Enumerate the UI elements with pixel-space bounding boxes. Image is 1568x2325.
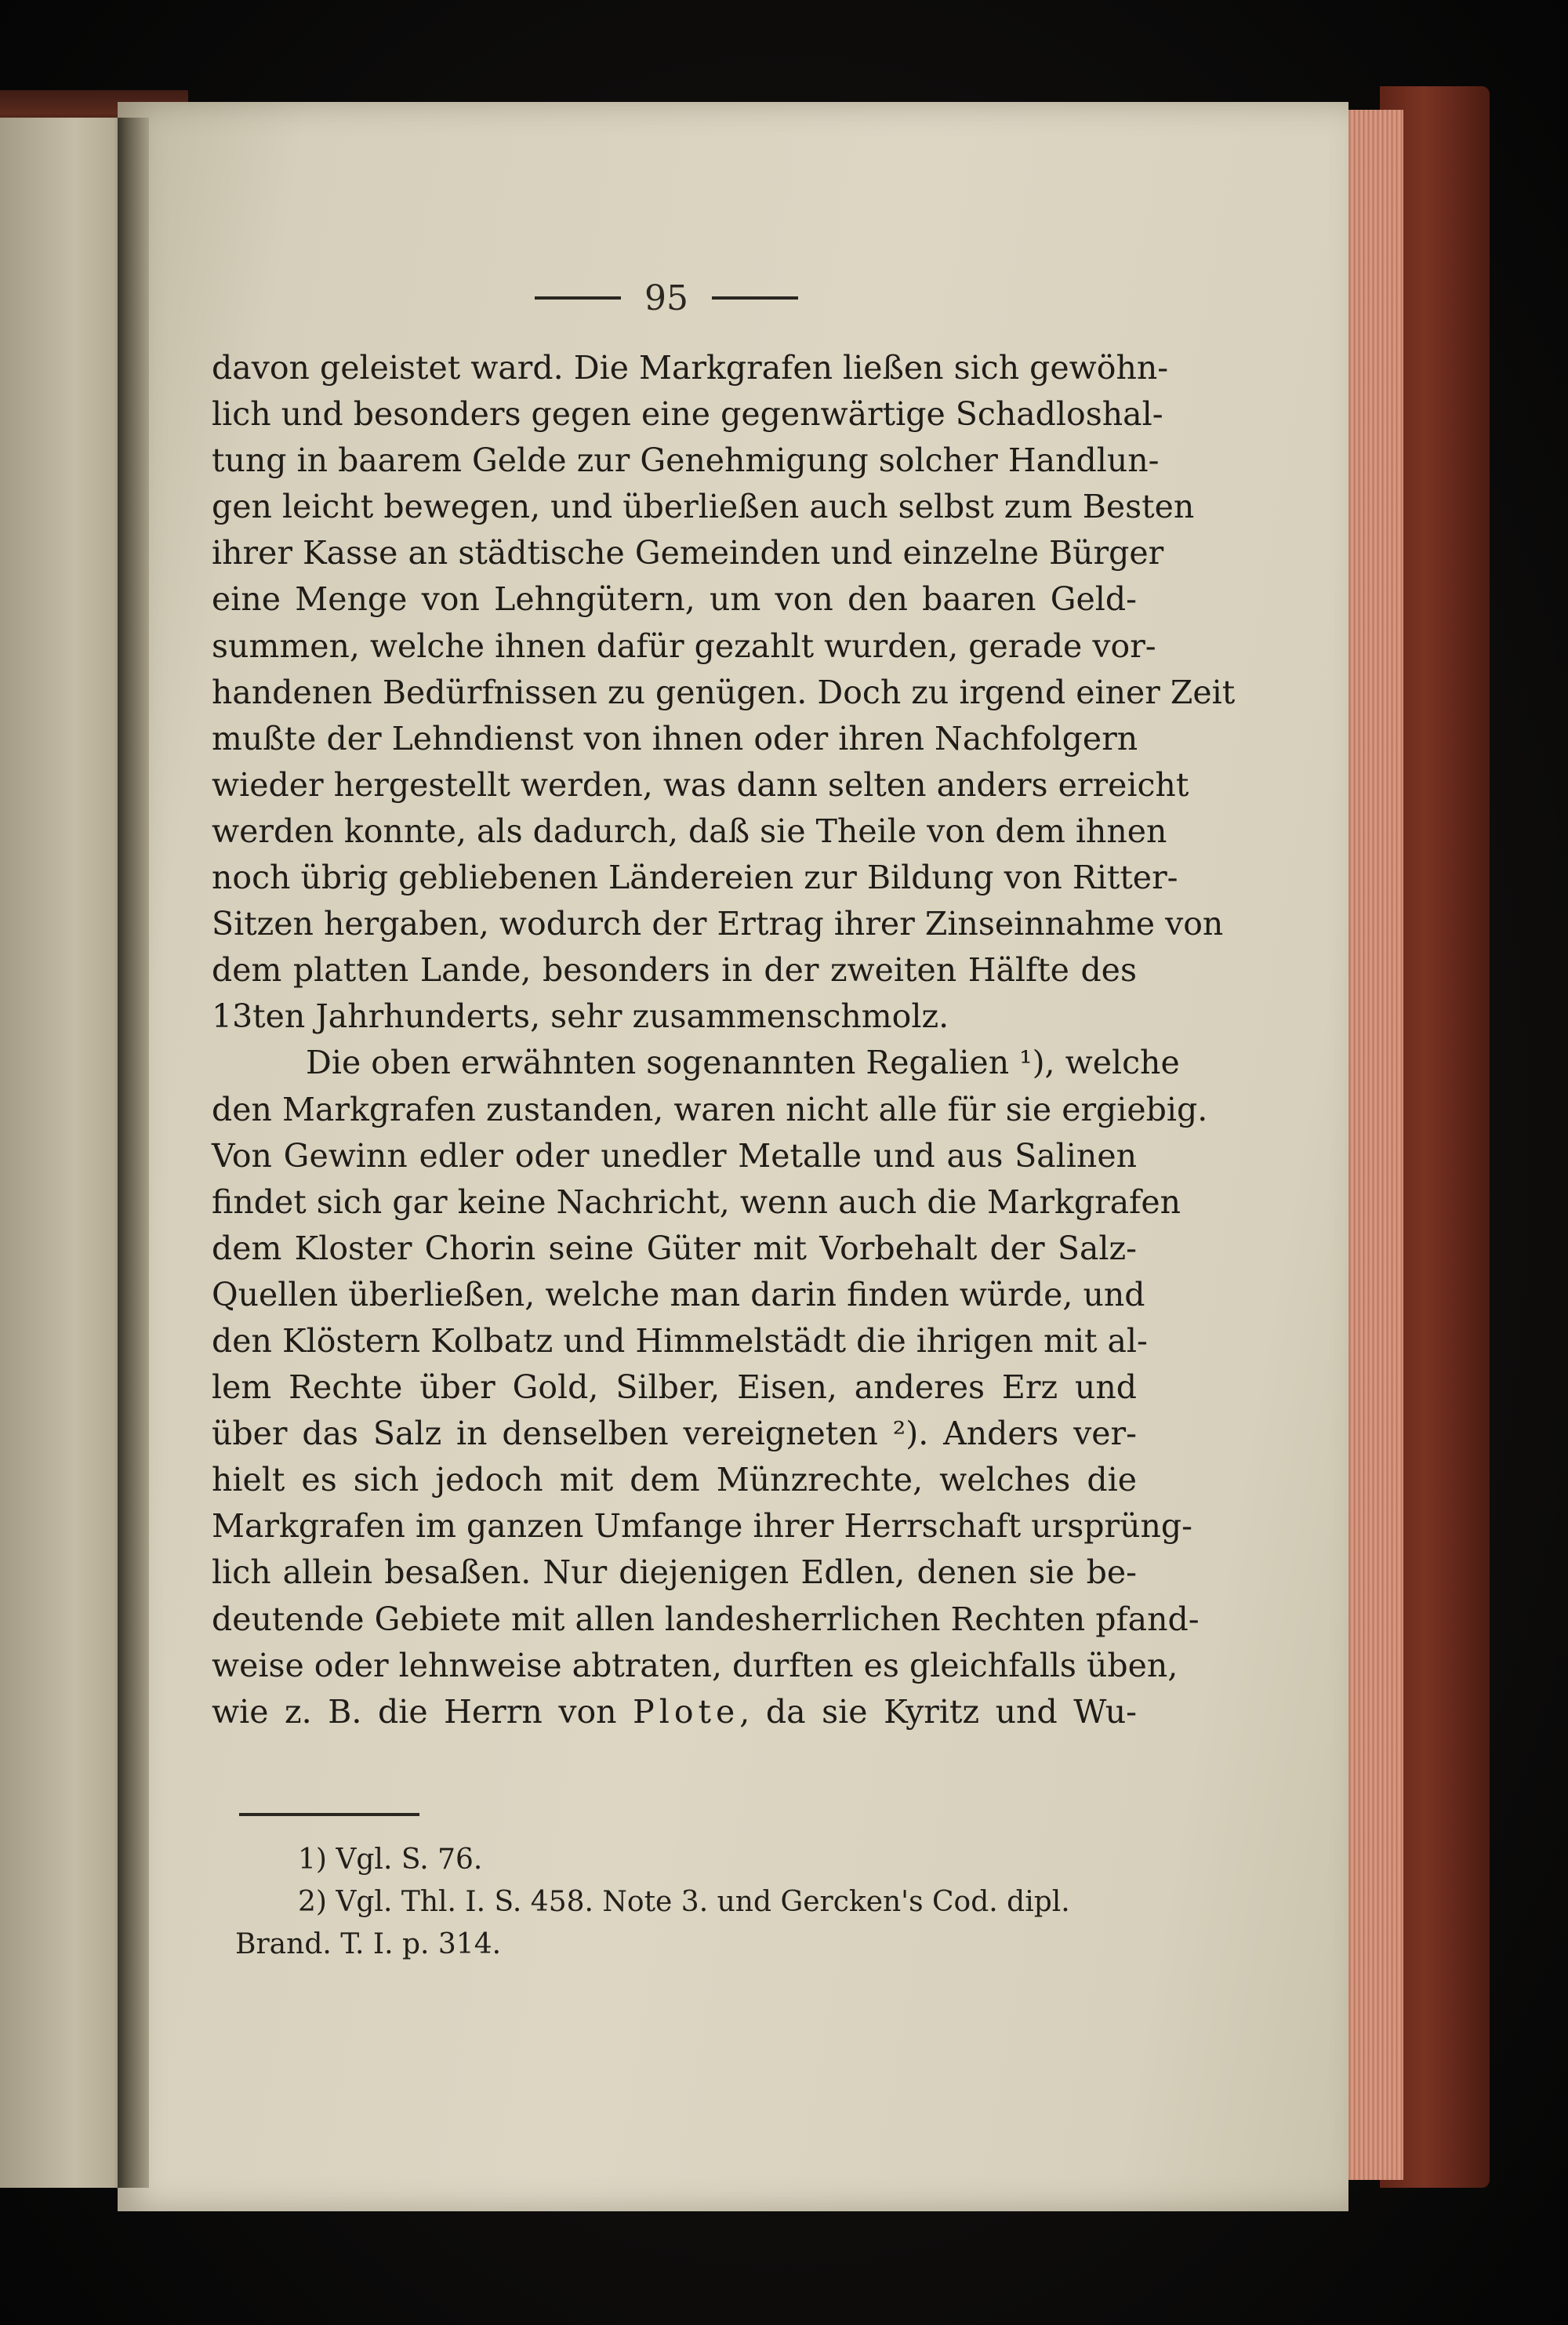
text-line: handenen Bedürfnissen zu genügen. Doch zu irgend einer Zeit (212, 673, 1236, 711)
text-segment: , da sie Kyritz und Wu- (739, 1692, 1137, 1731)
text-line: Markgrafen im ganzen Umfange ihrer Herrschaft ursprüng- (212, 1507, 1193, 1546)
body-text (212, 345, 1236, 1735)
text-line: deutende Gebiete mit allen landesherrlichen Rechten pfand- (212, 1600, 1200, 1638)
text-line: lich allein besaßen. Nur diejenigen Edlen, denen sie be- (212, 1553, 1137, 1592)
text-segment: wie z. B. die Herrn von (212, 1692, 633, 1731)
header-rule-left (535, 296, 621, 300)
text-line: Quellen überließen, welche man darin finden würde, und (212, 1275, 1145, 1313)
text-line: gen leicht bewegen, und überließen auch selbst zum Besten (212, 488, 1195, 526)
footnote-2-continued: Brand. T. I. p. 314. (235, 1928, 502, 1960)
text-line: ihrer Kasse an städtische Gemeinden und einzelne Bürger (212, 534, 1164, 572)
text-line: lem Rechte über Gold, Silber, Eisen, anderes Erz und (212, 1368, 1137, 1407)
text-line: dem platten Lande, besonders in der zweiten Hälfte des (212, 951, 1137, 990)
text-line: Sitzen hergaben, wodurch der Ertrag ihrer Zinseinnahme von (212, 905, 1224, 943)
spaced-name: Plote (633, 1692, 740, 1731)
text-line-last (212, 1689, 1137, 1735)
text-line: lich und besonders gegen eine gegenwärtige Schadloshal- (212, 395, 1163, 434)
running-head (510, 274, 823, 322)
left-page-edge (0, 118, 125, 2188)
header-rule-right (712, 296, 798, 300)
page-block-edge (1341, 110, 1403, 2180)
page-number: 95 (644, 278, 688, 318)
paragraph-start-line: Die oben erwähnten sogenannten Regalien ¹), welche (306, 1044, 1180, 1082)
text-line: dem Kloster Chorin seine Güter mit Vorbehalt der Salz- (212, 1229, 1137, 1267)
footnotes (235, 1839, 1145, 1966)
spine-shadow (118, 118, 149, 2188)
text-line: den Klöstern Kolbatz und Himmelstädt die ihrigen mit al- (212, 1321, 1148, 1360)
text-line: wieder hergestellt werden, was dann selten anders erreicht (212, 765, 1189, 804)
text-line: summen, welche ihnen dafür gezahlt wurden, gerade vor- (212, 627, 1156, 665)
text-line: findet sich gar keine Nachricht, wenn auch die Markgrafen (212, 1182, 1181, 1221)
text-line: tung in baarem Gelde zur Genehmigung solcher Handlun- (212, 441, 1160, 480)
text-line: werden konnte, als dadurch, daß sie Theile von dem ihnen (212, 812, 1167, 850)
text-line: hielt es sich jedoch mit dem Münzrechte, welches die (212, 1461, 1137, 1499)
footnote-rule (239, 1813, 419, 1816)
text-line: Von Gewinn edler oder unedler Metalle und aus Salinen (212, 1136, 1137, 1175)
footnote-1: 1) Vgl. S. 76. (298, 1844, 483, 1876)
footnote-2: 2) Vgl. Thl. I. S. 458. Note 3. und Gercken's Cod. dipl. (298, 1886, 1070, 1918)
text-line: weise oder lehnweise abtraten, durften es gleichfalls üben, (212, 1646, 1178, 1684)
text-line: davon geleistet ward. Die Markgrafen ließen sich gewöhn- (212, 349, 1169, 387)
text-line: mußte der Lehndienst von ihnen oder ihren Nachfolgern (212, 719, 1138, 757)
text-line: eine Menge von Lehngütern, um von den baaren Geld- (212, 580, 1137, 619)
text-line: noch übrig gebliebenen Ländereien zur Bildung von Ritter- (212, 859, 1178, 897)
text-line: über das Salz in denselben vereigneten ²). Anders ver- (212, 1415, 1137, 1453)
text-line: den Markgrafen zustanden, waren nicht alle für sie ergiebig. (212, 1090, 1208, 1128)
paragraph-end-line: 13ten Jahrhunderts, sehr zusammenschmolz. (212, 997, 949, 1036)
